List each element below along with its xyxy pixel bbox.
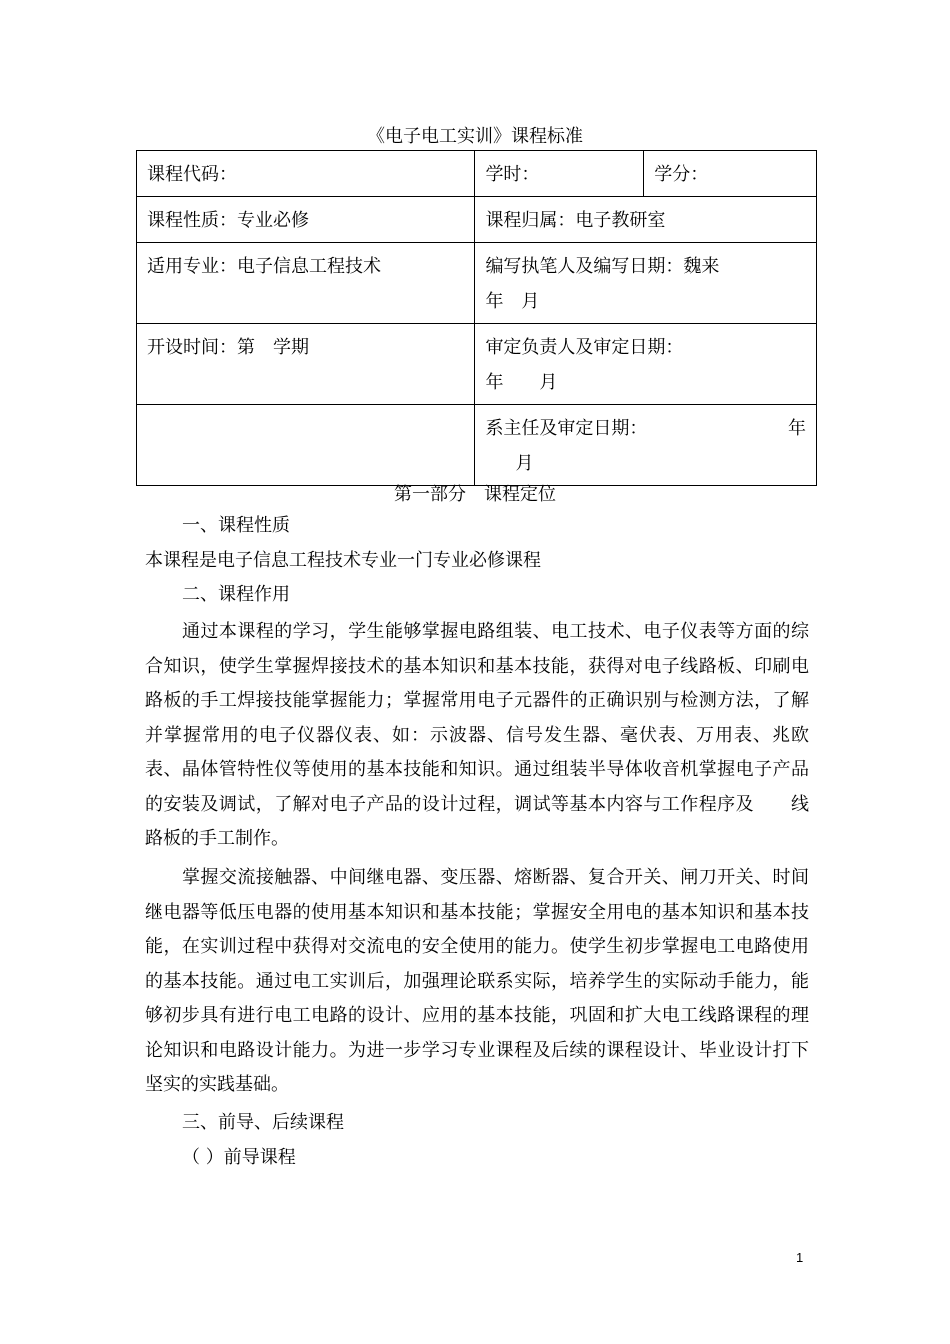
table-row	[137, 197, 817, 243]
subsection-heading: （ ）前导课程	[182, 1147, 296, 1168]
table-row	[137, 324, 817, 405]
section-text: 本课程是电子信息工程技术专业一门专业必修课程	[145, 550, 541, 571]
table-row	[137, 243, 817, 324]
reviewer-cell	[475, 324, 817, 405]
author-date-line: 年 月	[485, 291, 540, 312]
paragraph: 通过本课程的学习，学生能够掌握电路组装、电工技术、电子仪表等方面的综合知识，使学生掌握焊接技术的基本知识和基本技能，获得对电子线路板、印刷电路板的手工焊接技能掌握能力；掌握常用电子元器件的正确识别与检测方法，了解并掌握常用的电子仪器仪表、如：示波器、信号发生器、毫伏表、万用表、兆欧表、晶体管特性仪等使用的基本技能和知识。通过组装半导体收音机掌握电子产品的安装及调试，了解对电子产品的设计过程，调试等基本内容与工作程序及 线路板的手工制作。	[145, 621, 809, 849]
table-row	[137, 405, 817, 486]
page-number: 1	[796, 1250, 804, 1265]
course-code-cell: 课程代码：	[137, 151, 475, 197]
director-year: 年	[788, 418, 806, 439]
director-cell	[475, 405, 817, 486]
director-line: 系主任及审定日期：	[485, 418, 648, 439]
author-cell	[475, 243, 817, 324]
section-heading: 一、课程性质	[182, 515, 290, 536]
author-line: 编写执笔人及编写日期：魏来	[485, 256, 720, 277]
course-nature-cell: 课程性质：专业必修	[137, 197, 475, 243]
paragraph: 掌握交流接触器、中间继电器、变压器、熔断器、复合开关、闸刀开关、时间继电器等低压电器的使用基本知识和基本技能；掌握安全用电的基本知识和基本技能，在实训过程中获得对交流电的安全使用的能力。使学生初步掌握电工电路使用的基本技能。通过电工实训后，加强理论联系实际，培养学生的实际动手能力，能够初步具有进行电工电路的设计、应用的基本技能，巩固和扩大电工线路课程的理论知识和电路设计能力。为进一步学习专业课程及后续的课程设计、毕业设计打下坚实的实践基础。	[145, 867, 809, 1095]
major-cell: 适用专业：电子信息工程技术	[137, 243, 475, 324]
reviewer-line: 审定负责人及审定日期：	[485, 337, 684, 358]
section-heading: 三、前导、后续课程	[182, 1112, 344, 1133]
section-heading: 二、课程作用	[182, 584, 290, 605]
table-row	[137, 151, 817, 197]
course-belongs-cell: 课程归属：电子教研室	[475, 197, 817, 243]
hours-cell: 学时：	[475, 151, 644, 197]
reviewer-date-line: 年 月	[485, 372, 558, 393]
empty-cell	[137, 405, 475, 486]
open-time-cell: 开设时间：第 学期	[137, 324, 475, 405]
document-title: 《电子电工实训》课程标准	[367, 126, 583, 147]
credits-cell: 学分：	[644, 151, 817, 197]
course-info-table	[136, 150, 817, 486]
director-month: 月	[515, 453, 534, 474]
part-heading: 第一部分 课程定位	[394, 484, 556, 505]
